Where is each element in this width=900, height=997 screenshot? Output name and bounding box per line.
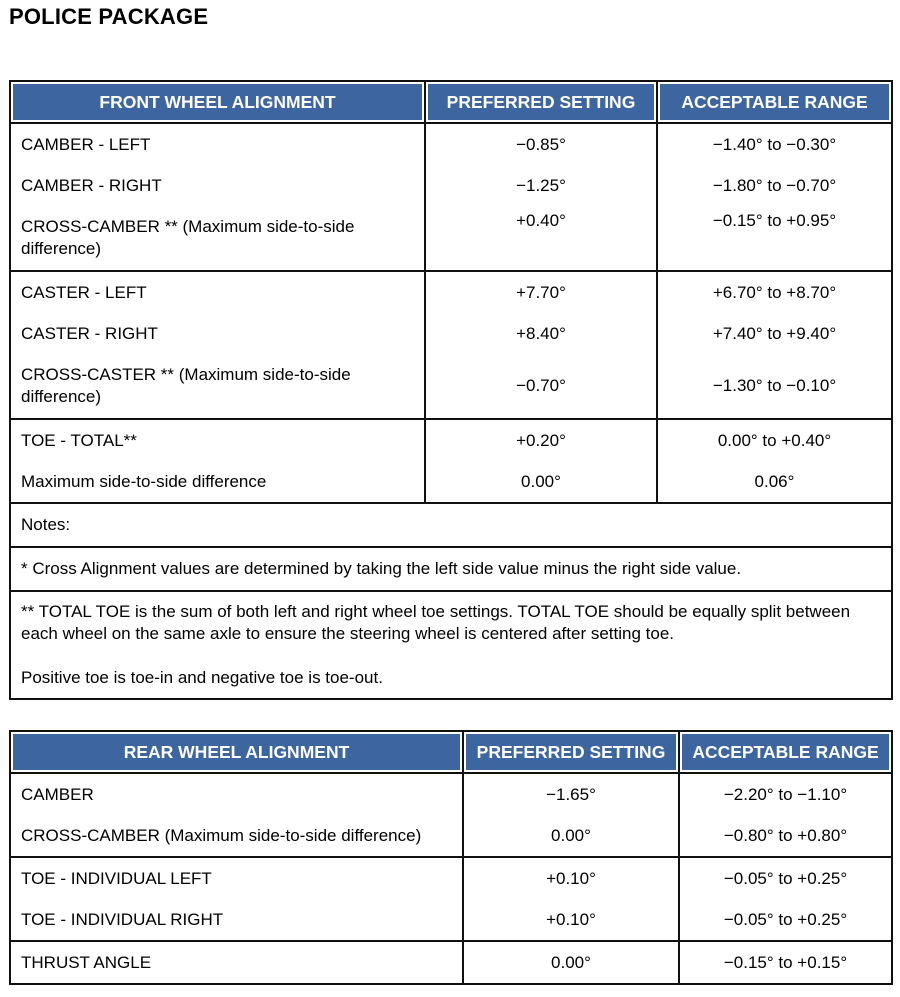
rear-group-toe — [10, 857, 892, 941]
range-value: −2.20° to −1.10° — [723, 784, 848, 804]
range-value: −0.15° to +0.15° — [723, 952, 848, 972]
preferred-value: −0.70° — [516, 376, 566, 395]
front-header-alignment: FRONT WHEEL ALIGNMENT — [10, 81, 425, 123]
page-title: POLICE PACKAGE — [9, 4, 209, 29]
preferred-value: +8.40° — [516, 323, 566, 343]
preferred-value: +7.70° — [516, 282, 566, 302]
front-header-row — [10, 81, 892, 123]
row-label: CROSS-CAMBER (Maximum side-to-side difference) — [21, 825, 422, 845]
range-value: −0.15° to +0.95° — [712, 211, 837, 230]
front-group-toe — [10, 419, 892, 503]
row-label: CASTER - RIGHT — [21, 323, 158, 343]
note-toe-sign: Positive toe is toe-in and negative toe is toe-out. — [21, 668, 383, 687]
row-label: CAMBER — [21, 784, 94, 804]
note-2-row — [10, 591, 892, 699]
row-label: CROSS-CASTER ** (Maximum side-to-side difference) — [21, 365, 351, 406]
preferred-value: +0.20° — [516, 430, 566, 450]
notes-title: Notes: — [21, 515, 71, 534]
front-group-caster — [10, 271, 892, 419]
note-1-row — [10, 547, 892, 591]
preferred-value: +0.40° — [516, 211, 566, 230]
row-label: CROSS-CAMBER ** (Maximum side-to-side difference) — [21, 217, 355, 258]
front-header-preferred: PREFERRED SETTING — [425, 81, 657, 123]
range-value: −0.05° to +0.25° — [723, 909, 848, 929]
rear-header-alignment: REAR WHEEL ALIGNMENT — [10, 731, 463, 773]
range-value: +7.40° to +9.40° — [712, 323, 837, 343]
range-value: −1.30° to −0.10° — [712, 376, 837, 395]
range-value: −1.80° to −0.70° — [712, 175, 837, 195]
rear-group-camber — [10, 773, 892, 857]
range-value: −0.05° to +0.25° — [723, 868, 848, 888]
preferred-value: −0.85° — [516, 134, 566, 154]
row-label: CASTER - LEFT — [21, 282, 147, 302]
range-value: −1.40° to −0.30° — [712, 134, 837, 154]
preferred-value: 0.00° — [551, 825, 591, 845]
preferred-value: +0.10° — [546, 868, 596, 888]
front-group-camber — [10, 123, 892, 271]
preferred-value: −1.25° — [516, 175, 566, 195]
rear-wheel-alignment-table — [9, 730, 893, 985]
rear-header-preferred: PREFERRED SETTING — [463, 731, 679, 773]
preferred-value: 0.00° — [521, 471, 561, 491]
range-value: +6.70° to +8.70° — [712, 282, 837, 302]
rear-header-row — [10, 731, 892, 773]
front-header-range: ACCEPTABLE RANGE — [657, 81, 892, 123]
row-label: TOE - INDIVIDUAL LEFT — [21, 868, 212, 888]
range-value: 0.00° to +0.40° — [717, 430, 832, 450]
preferred-value: +0.10° — [546, 909, 596, 929]
preferred-value: 0.00° — [551, 952, 591, 972]
row-label: THRUST ANGLE — [21, 952, 152, 972]
rear-group-thrust — [10, 941, 892, 984]
range-value: −0.80° to +0.80° — [723, 825, 848, 845]
note-total-toe: ** TOTAL TOE is the sum of both left and right wheel toe settings. TOTAL TOE should be equally split between each wheel on the same axle to ensure the steering wheel is centered after setting toe. — [21, 602, 851, 643]
row-label: TOE - INDIVIDUAL RIGHT — [21, 909, 224, 929]
rear-header-range: ACCEPTABLE RANGE — [679, 731, 892, 773]
note-cross-alignment: * Cross Alignment values are determined by taking the left side value minus the right side value. — [21, 559, 742, 578]
row-label: Maximum side-to-side difference — [21, 471, 267, 491]
row-label: TOE - TOTAL** — [21, 430, 137, 450]
row-label: CAMBER - LEFT — [21, 134, 151, 154]
range-value: 0.06° — [754, 471, 795, 491]
notes-title-row — [10, 503, 892, 547]
front-wheel-alignment-table — [9, 80, 893, 700]
preferred-value: −1.65° — [546, 784, 596, 804]
row-label: CAMBER - RIGHT — [21, 175, 162, 195]
